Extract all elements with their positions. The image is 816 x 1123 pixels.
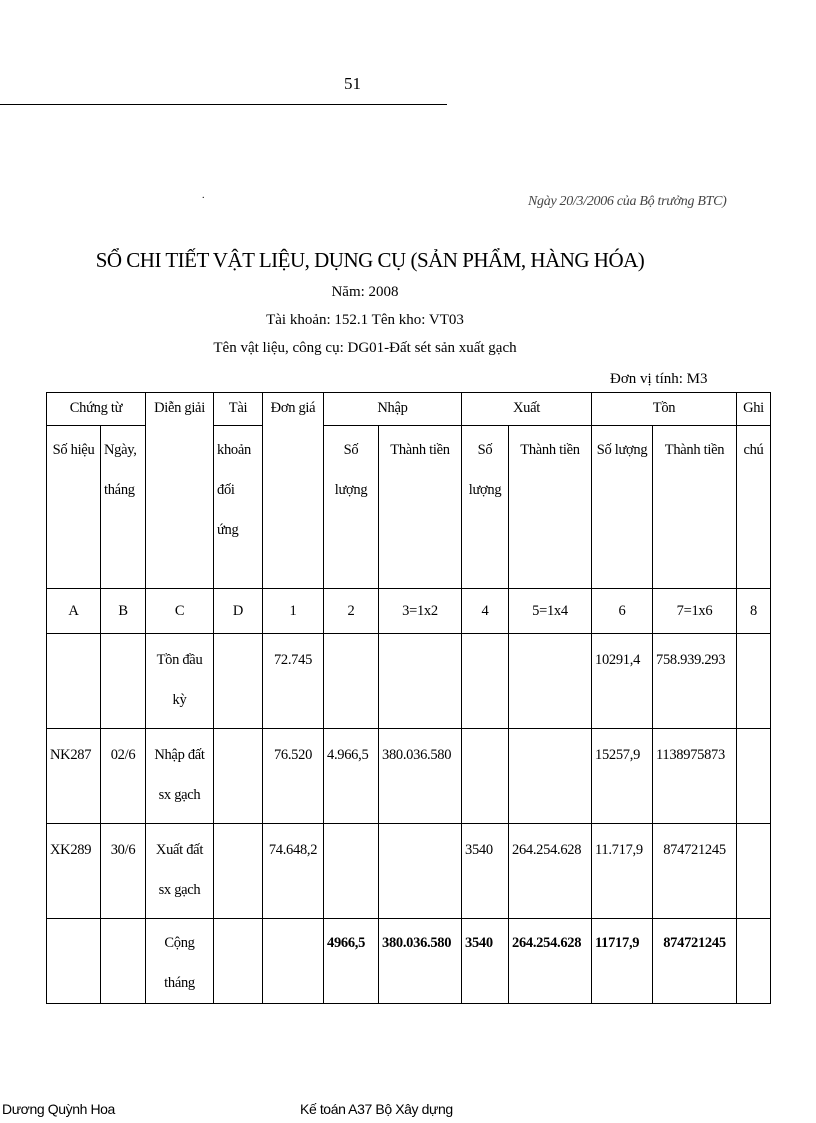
header-don-gia: Đơn giá [263,393,324,589]
table-row [47,824,771,919]
header-ton: Tồn [592,393,737,426]
header-chung-tu: Chứng từ [47,393,146,426]
don-gia-cell: 76.520 [263,729,324,824]
header-xuat-thanh-tien: Thành tiền [509,426,592,589]
code-cell: 8 [737,589,771,634]
total-nhap-tt: 380.036.580 [379,919,462,1004]
header-nhap: Nhập [324,393,462,426]
total-don-gia-cell [263,919,324,1004]
don-gia-cell: 74.648,2 [263,824,324,919]
total-so-hieu-cell [47,919,101,1004]
table-row [47,634,771,729]
nhap-sl-cell [324,824,379,919]
header-nhap-so-luong: Số lượng [324,426,379,589]
header-so-hieu: Số hiệu [47,426,101,589]
total-row [47,919,771,1004]
column-code-row [47,589,771,634]
year-line: Năm: 2008 [331,284,399,300]
tk-cell [214,824,263,919]
total-ton-sl: 11717,9 [592,919,653,1004]
code-cell: 3=1x2 [379,589,462,634]
ghi-chu-cell [737,824,771,919]
total-label: Cộng tháng [146,919,214,1004]
ngay-cell: 30/6 [101,824,146,919]
header-row-1 [47,393,771,426]
code-cell: A [47,589,101,634]
xuat-tt-cell: 264.254.628 [509,824,592,919]
total-ton-tt: 874721245 [653,919,737,1004]
stray-dot: . [202,190,205,201]
header-chu: chú [737,426,771,589]
ledger-table [46,392,771,1004]
ton-tt-cell: 1138975873 [653,729,737,824]
header-ton-thanh-tien: Thành tiền [653,426,737,589]
total-tk-cell [214,919,263,1004]
total-xuat-sl: 3540 [462,919,509,1004]
so-hieu-cell: XK289 [47,824,101,919]
ngay-cell [101,634,146,729]
ton-sl-cell: 10291,4 [592,634,653,729]
code-cell: 5=1x4 [509,589,592,634]
xuat-sl-cell: 3540 [462,824,509,919]
footer-author: Dương Quỳnh Hoa [2,1101,115,1117]
so-hieu-cell [47,634,101,729]
ton-sl-cell: 15257,9 [592,729,653,824]
total-nhap-sl: 4966,5 [324,919,379,1004]
ghi-chu-cell [737,634,771,729]
nhap-tt-cell [379,634,462,729]
total-ghi-chu-cell [737,919,771,1004]
header-xuat-so-luong: Số lượng [462,426,509,589]
xuat-sl-cell [462,634,509,729]
unit-line: Đơn vị tính: M3 [610,371,708,387]
don-gia-cell: 72.745 [263,634,324,729]
xuat-sl-cell [462,729,509,824]
page-number: 51 [344,74,361,93]
header-tai-khoan-doi-ung: khoản đối ứng [214,426,263,589]
dien-giai-cell: Nhập đất sx gạch [146,729,214,824]
ton-tt-cell: 874721245 [653,824,737,919]
code-cell: C [146,589,214,634]
header-rule [0,104,447,105]
code-cell: 7=1x6 [653,589,737,634]
total-ngay-cell [101,919,146,1004]
dien-giai-cell: Xuất đất sx gạch [146,824,214,919]
tk-cell [214,729,263,824]
header-xuat: Xuất [462,393,592,426]
code-cell: D [214,589,263,634]
code-cell: 4 [462,589,509,634]
nhap-tt-cell [379,824,462,919]
nhap-sl-cell: 4.966,5 [324,729,379,824]
ton-sl-cell: 11.717,9 [592,824,653,919]
so-hieu-cell: NK287 [47,729,101,824]
code-cell: 6 [592,589,653,634]
header-dien-giai: Diễn giải [146,393,214,589]
dien-giai-cell: Tồn đầu kỳ [146,634,214,729]
material-line: Tên vật liệu, công cụ: DG01-Đất sét sản xuất gạch [213,340,517,356]
decision-note: Ngày 20/3/2006 của Bộ trưởng BTC) [528,194,727,209]
header-ngay-thang: Ngày, tháng [101,426,146,589]
code-cell: B [101,589,146,634]
total-xuat-tt: 264.254.628 [509,919,592,1004]
nhap-tt-cell: 380.036.580 [379,729,462,824]
tk-cell [214,634,263,729]
ghi-chu-cell [737,729,771,824]
ngay-cell: 02/6 [101,729,146,824]
xuat-tt-cell [509,729,592,824]
table-row [47,729,771,824]
header-ghi: Ghi [737,393,771,426]
header-nhap-thanh-tien: Thành tiền [379,426,462,589]
header-ton-so-luong: Số lượng [592,426,653,589]
footer-class: Kế toán A37 Bộ Xây dựng [300,1101,453,1117]
nhap-sl-cell [324,634,379,729]
document-title: SỔ CHI TIẾT VẬT LIỆU, DỤNG CỤ (SẢN PHẨM, HÀNG HÓA) [95,248,645,272]
account-line: Tài khoản: 152.1 Tên kho: VT03 [266,312,464,328]
code-cell: 2 [324,589,379,634]
code-cell: 1 [263,589,324,634]
header-tai: Tài [214,393,263,426]
ton-tt-cell: 758.939.293 [653,634,737,729]
xuat-tt-cell [509,634,592,729]
